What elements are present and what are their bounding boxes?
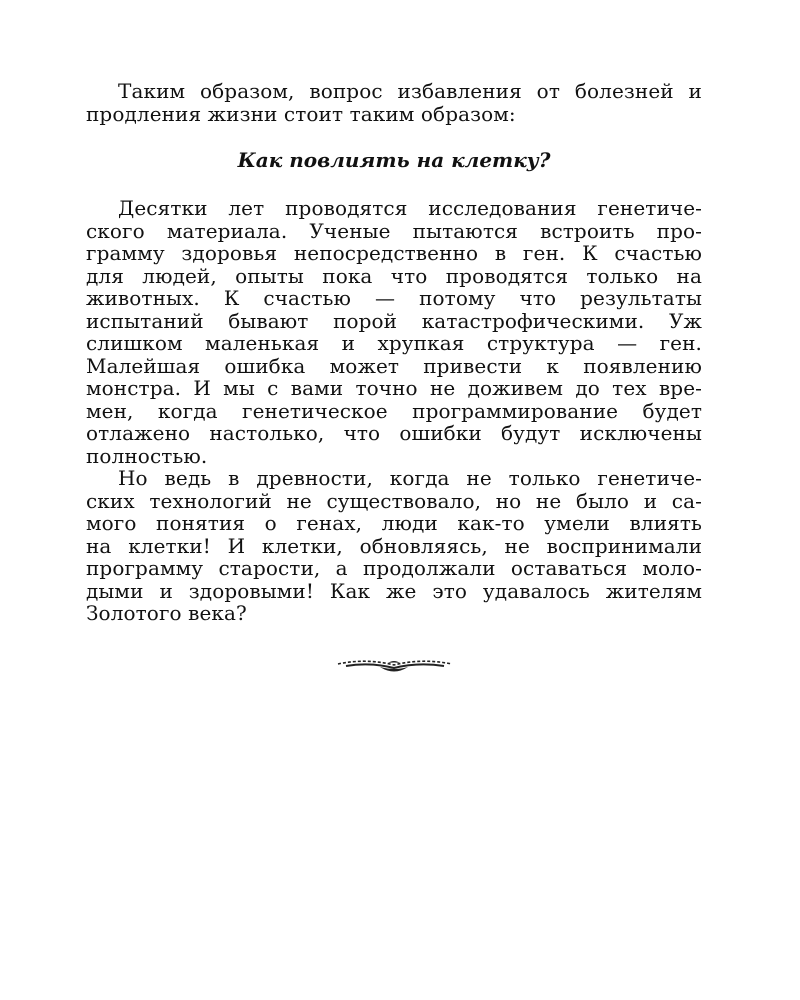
text-line: Золотого века? [86,601,247,625]
text-line: Десятки лет проводятся исследования генетиче- [118,196,702,220]
text-line: Малейшая ошибка может привести к появлению [86,353,702,378]
text-line: дыми и здоровыми! Как же это удавалось жителям [86,578,702,603]
text-line: испытаний бывают порой катастрофическими. Уж [86,308,702,333]
text-line: программу старости, а продолжали оставаться моло- [86,556,702,580]
text-line: мен, когда генетическое программирование будет [86,398,702,423]
text-line: для людей, опыты пока что проводятся только на [86,263,702,288]
paragraph-2 [86,197,702,467]
paragraph-3 [86,467,702,625]
text-line: на клетки! И клетки, обновляясь, не воспринимали [86,533,702,558]
text-line: полностью. [86,443,208,468]
text-line: ского материала. Ученые пытаются встроить про- [86,218,702,243]
text-line: грамму здоровья непосредственно в ген. К счастью [86,241,702,265]
text-line: ских технологий не существовало, но не было и са- [86,488,702,513]
decorative-flourish-icon [336,654,454,676]
section-heading: Как повлиять на клетку? [237,148,551,172]
text-line: продления жизни стоит таким образом: [86,101,516,126]
text-line: Таким образом, вопрос избавления от болезней и [118,79,702,103]
text-line: животных. К счастью — потому что результаты [86,286,702,310]
text-line: монстра. И мы с вами точно не доживем до тех вре- [86,376,702,400]
page-text [86,80,702,625]
text-line: мого понятия о генах, люди как-то умели влиять [86,511,702,535]
paragraph-1 [86,80,702,125]
text-line: Но ведь в древности, когда не только генетиче- [118,466,702,490]
text-line: отлажено настолько, что ошибки будут исключены [86,421,702,445]
text-line: слишком маленькая и хрупкая структура — ген. [86,331,702,355]
